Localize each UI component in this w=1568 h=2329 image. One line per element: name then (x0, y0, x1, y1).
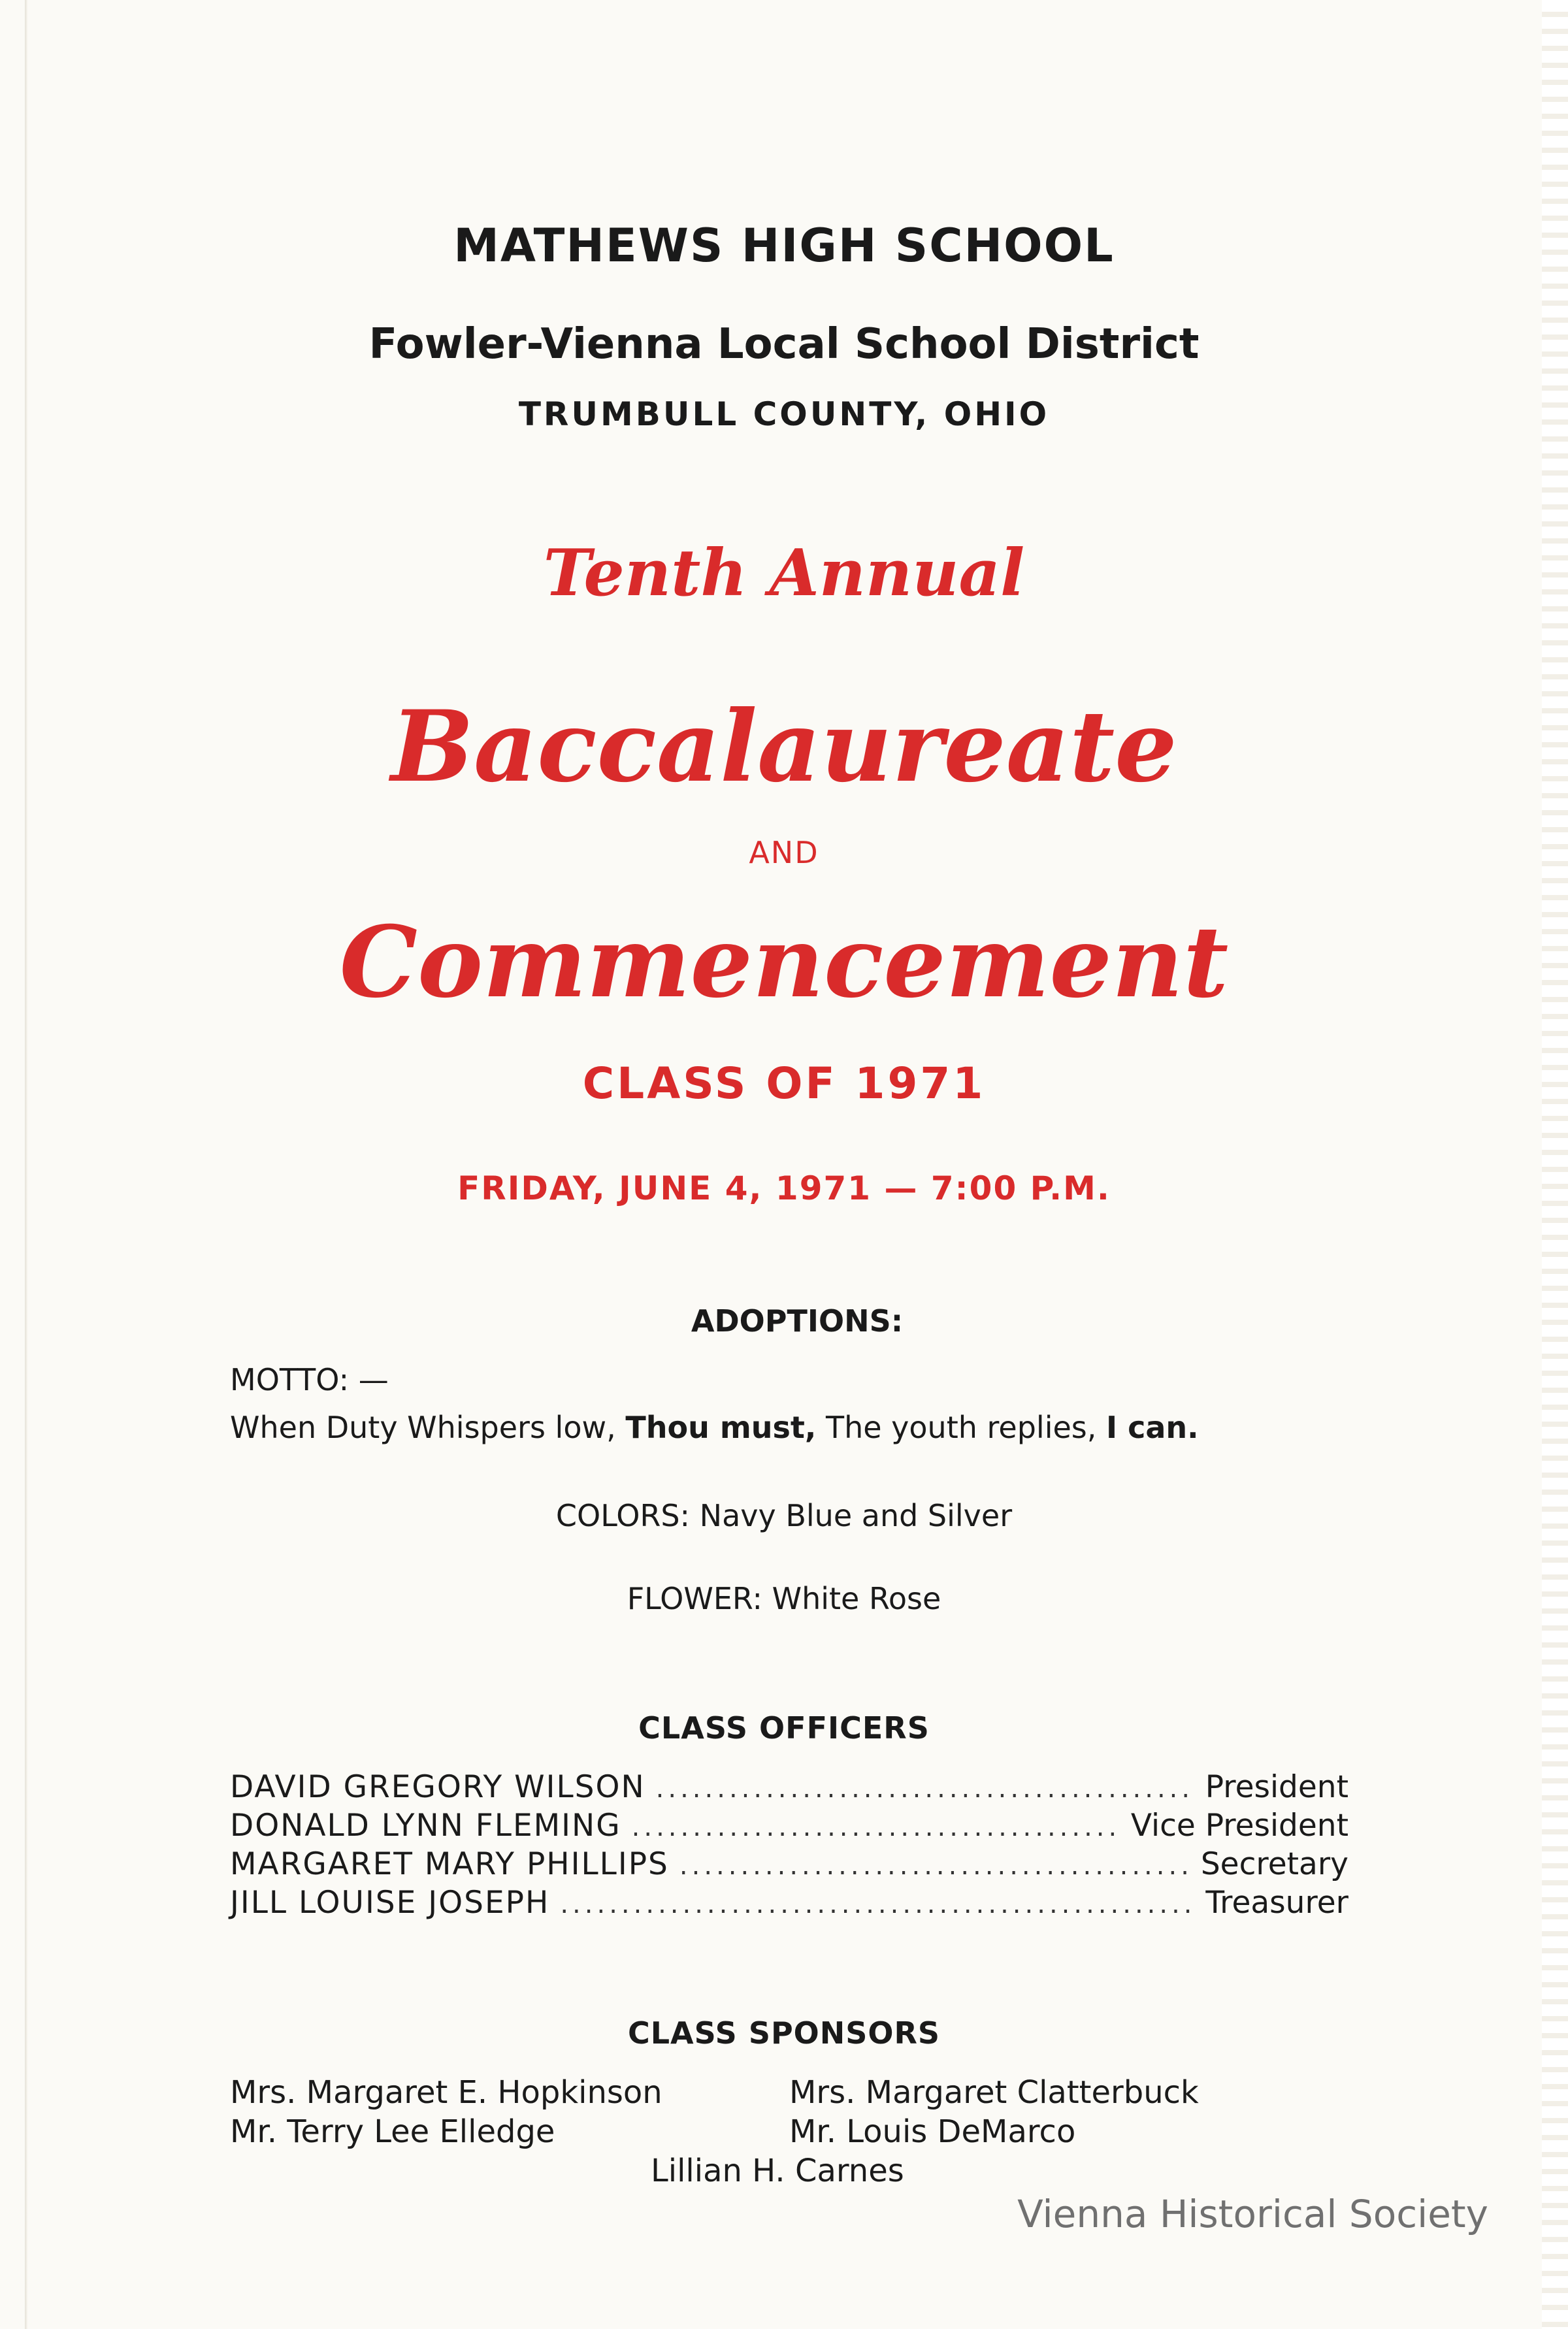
watermark-text: Vienna Historical Society (1017, 2192, 1488, 2236)
motto-bold-1: Thou must, (625, 1410, 817, 1445)
motto-part-1: When Duty Whispers low, (230, 1410, 616, 1445)
sponsor-name: Mr. Terry Lee Elledge (230, 2113, 555, 2150)
tenth-annual: Tenth Annual (543, 536, 1025, 611)
motto-part-2: The youth replies, (826, 1410, 1097, 1445)
school-name: MATHEWS HIGH SCHOOL (453, 219, 1115, 272)
officer-name: DONALD LYNN FLEMING (230, 1808, 621, 1844)
officer-name: MARGARET MARY PHILLIPS (230, 1846, 669, 1882)
officer-row (230, 1769, 1348, 1808)
county: TRUMBULL COUNTY, OHIO (518, 395, 1050, 433)
motto-bold-2: I can. (1105, 1410, 1199, 1445)
event-date-time: FRIDAY, JUNE 4, 1971 — 7:00 P.M. (457, 1169, 1111, 1207)
officer-name: JILL LOUISE JOSEPH (230, 1885, 550, 1921)
motto-label: MOTTO: — (230, 1362, 389, 1397)
sponsor-name: Mrs. Margaret Clatterbuck (789, 2074, 1199, 2111)
commencement-title: Commencement (339, 905, 1229, 1020)
officer-title: Secretary (1200, 1846, 1348, 1882)
school-district: Fowler-Vienna Local School District (368, 320, 1200, 368)
officer-row (230, 1808, 1348, 1847)
sponsor-name: Mrs. Margaret E. Hopkinson (230, 2074, 662, 2111)
officer-title: President (1205, 1769, 1348, 1805)
leader-dots (632, 1812, 1120, 1842)
leader-dots (656, 1774, 1195, 1804)
adoptions-heading: ADOPTIONS: (691, 1303, 904, 1339)
and-text: AND (749, 835, 819, 870)
class-of: CLASS OF 1971 (582, 1058, 986, 1109)
leader-dots (560, 1889, 1195, 1919)
officer-title: Treasurer (1205, 1885, 1348, 1921)
sponsor-name: Lillian H. Carnes (651, 2153, 904, 2189)
leader-dots (679, 1851, 1190, 1881)
class-officers-heading: CLASS OFFICERS (638, 1710, 930, 1746)
motto-text (230, 1410, 1199, 1445)
officer-name: DAVID GREGORY WILSON (230, 1769, 645, 1805)
baccalaureate-title: Baccalaureate (391, 689, 1177, 804)
class-sponsors-heading: CLASS SPONSORS (627, 2015, 941, 2051)
officer-title: Vice President (1130, 1808, 1348, 1844)
class-colors: COLORS: Navy Blue and Silver (555, 1498, 1013, 1533)
sponsor-name: Mr. Louis DeMarco (789, 2113, 1076, 2150)
class-flower: FLOWER: White Rose (627, 1581, 941, 1616)
officer-row (230, 1885, 1348, 1924)
officer-row (230, 1846, 1348, 1885)
